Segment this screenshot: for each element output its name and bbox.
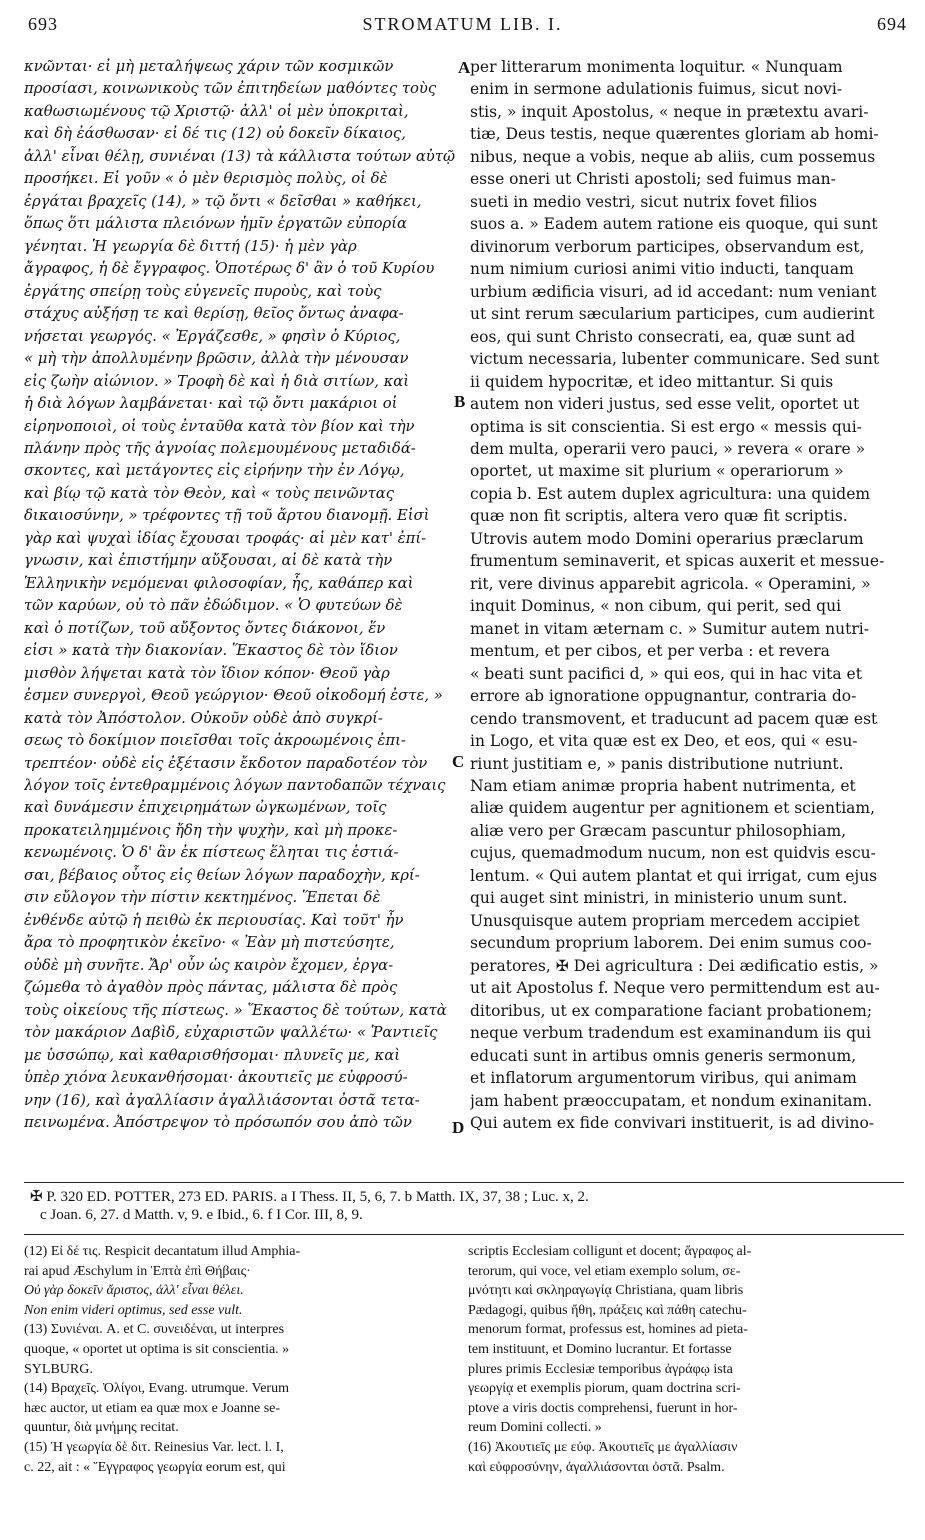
note-line: tem instituunt, et Domino lucrantur. Et fortasse xyxy=(468,1341,732,1357)
latin-text-line: sueti in medio vestri, sicut nutrix fovet filios xyxy=(470,192,818,211)
note-line: rai apud Æschylum in Ἑπτὰ ἐπὶ Θήβαις· xyxy=(24,1263,251,1279)
latin-text-line: in Logo, et vita quæ est ex Deo, et eos, qui « esu- xyxy=(470,732,858,751)
latin-text-line: ut ait Apostolus f. Neque vero permittendum est au- xyxy=(470,979,880,998)
greek-text-line: οὐδὲ μὴ συνῆτε. Ἄρ' οὖν ὡς καιρὸν ἔχομεν, ἐργα- xyxy=(24,956,394,974)
latin-text-line: peratores, ✠ Dei agricultura : Dei ædificatio estis, » xyxy=(470,956,879,975)
note-line: (14) Βραχεῖς. Ὀλίγοι, Evang. utrumque. Verum xyxy=(24,1381,289,1397)
greek-text-line: γνωσιν, καὶ ἐπιστήμην αὔξουσαι, αἱ δὲ κατὰ τὴν xyxy=(24,552,393,570)
latin-text-line: cendo transmovent, et traducunt ad pacem quæ est xyxy=(470,709,878,728)
greek-text-line: σεως τὸ δοκίμιον ποιεῖσθαι τοῖς ἀκροωμένοις ἐπι- xyxy=(24,732,406,750)
latin-text-line: quæ non fit scriptis, altera vero quæ fit scriptis. xyxy=(470,507,848,526)
note-line: καὶ εὐφροσύνην, ἀγαλλιάσονται ὀστᾶ. Psalm. xyxy=(468,1459,725,1475)
greek-text-column xyxy=(24,56,459,1135)
latin-text-line: victum necessaria, lubenter communicare. Sed sunt xyxy=(470,350,880,369)
latin-text-line: eos, qui sunt Christo consecrati, ea, quæ sunt ad xyxy=(470,327,856,346)
right-page-number: 694 xyxy=(877,14,907,34)
note-line: Non enim videri optimus, sed esse vult. xyxy=(24,1302,243,1318)
greek-text-line: προκατειλημμένοις ἤδη τὴν ψυχὴν, καὶ μὴ προκε- xyxy=(24,821,398,839)
greek-text-line: κνῶνται· εἰ μὴ μεταλήψεως χάριν τῶν κοσμικῶν xyxy=(24,58,394,75)
latin-text-line: ii quidem hypocritæ, et ideo mittantur. Si quis xyxy=(470,372,834,391)
latin-text-line: educati sunt in artibus omnis generis sermonum, xyxy=(470,1046,857,1065)
footnote-references-line-1: ✠ P. 320 ED. POTTER, 273 ED. PARIS. a I Thess. II, 5, 6, 7. b Matth. IX, 37, 38 ; Luc. x, 2. xyxy=(30,1189,589,1205)
latin-text-line: inquit Dominus, « non cibum, qui perit, sed qui xyxy=(470,597,842,616)
latin-text-line: et inflatorum argumentorum viribus, qui animam xyxy=(470,1069,857,1088)
latin-text-line: manet in vitam æternam c. » Sumitur autem nutri- xyxy=(470,619,869,638)
latin-text-line: dem multa, operarii vero pauci, » revera « orare » xyxy=(470,439,866,458)
greek-text-line: πεινωμένα. Ἀπόστρεψον τὸ πρόσωπόν σου ἀπὸ τῶν xyxy=(24,1114,412,1132)
latin-text-line: divinorum verborum participes, observandum est, xyxy=(470,237,865,256)
note-line: Pædagogi, quibus ἤθη, πράξεις καὶ πάθη catechu- xyxy=(468,1302,747,1318)
note-line: Οὐ γὰρ δοκεῖν ἄριστος, ἀλλ' εἶναι θέλει. xyxy=(24,1283,244,1299)
greek-text-line: καὶ ὁ ποτίζων, τοῦ αὔξοντος ὄντες διάκονοι, ἕν xyxy=(24,619,386,637)
latin-text-line: enim in sermone adulationis fuimus, sicut novi- xyxy=(470,80,843,99)
note-line: quoque, « oportet ut optima is sit conscientia. » xyxy=(24,1341,290,1357)
latin-text-line: frumentum seminaverit, et spicas auxerit et messue- xyxy=(470,552,885,571)
greek-text-line: σιν εὔλογον τὴν πίστιν κεκτημένος. Ἕπεται δὲ xyxy=(24,889,381,907)
greek-text-line: καὶ βίῳ τῷ κατὰ τὸν Θεὸν, καὶ « τοὺς πεινῶντας xyxy=(24,484,395,502)
greek-text-line: ὅπως ὅτι μάλιστα πλειόνων ἡμῖν ἐργατῶν εὐπορία xyxy=(24,215,408,233)
latin-text-line: tiæ, Deus testis, neque quærentes gloriam ab homi- xyxy=(470,125,879,144)
note-line: (12) Εἰ δέ τις. Respicit decantatum illud Amphia- xyxy=(24,1244,301,1259)
latin-text-line: qui auget sint ministri, in ministerio unum sunt. xyxy=(470,889,848,908)
latin-text-line: Unusquisque autem propriam mercedem accipiet xyxy=(470,911,860,930)
footnote-rule xyxy=(24,1182,904,1183)
greek-text-line: καθωσιωμένους τῷ Χριστῷ· ἀλλ' οἱ μὲν ὑποκριταὶ, xyxy=(24,102,409,120)
greek-text-line: προσήκει. Εἰ γοῦν « ὁ μὲν θερισμὸς πολὺς, οἱ δὲ xyxy=(24,170,388,188)
greek-text-line: μισθὸν λήψεται κατὰ τὸν ἴδιον κόπον· Θεοῦ γὰρ xyxy=(24,664,390,682)
note-line: SYLBURG. xyxy=(24,1361,93,1377)
latin-text-line: riunt justitiam e, » panis distributione nutriunt. xyxy=(470,754,844,773)
greek-text-line: καὶ δὴ ἐάσθωσαν· εἰ δέ τις (12) οὐ δοκεῖν δίκαιος, xyxy=(24,125,406,143)
note-line: (15) Ἡ γεωργία δὲ διτ. Reinesius Var. lect. l. I, xyxy=(24,1439,284,1455)
greek-text-line: Ἑλληνικὴν νεμόμεναι φιλοσοφίαν, ἧς, καθάπερ καὶ xyxy=(24,574,414,592)
greek-text-line: γὰρ καὶ ψυχαὶ ἰδίας ἔχουσαι τροφάς· αἱ μὲν κατ' ἐπί- xyxy=(24,529,427,547)
greek-text-line: κατὰ τὸν Ἀπόστολον. Οὐκοῦν οὐδὲ ἀπὸ συγκρί- xyxy=(24,709,383,727)
note-line: hæc auctor, ut etiam ea quæ mox e Joanne se- xyxy=(24,1400,281,1416)
latin-text-line: cujus, quemadmodum nucum, non est quidvis escu- xyxy=(470,844,876,863)
latin-text-line: suos a. » Eadem autem ratione eis quoque, qui sunt xyxy=(470,215,878,234)
greek-text-line: εἰς ζωὴν αἰώνιον. » Τροφὴ δὲ καὶ ἡ διὰ σιτίων, καὶ xyxy=(24,372,410,390)
latin-text-line: Nam etiam animæ propria habent nutrimenta, et xyxy=(470,777,856,795)
latin-text-line: « beati sunt pacifici d, » qui eos, qui in hac vita et xyxy=(470,664,862,683)
footnote-references-line-2: c Joan. 6, 27. d Matth. v, 9. e Ibid., 6. f I Cor. III, 8, 9. xyxy=(40,1207,363,1223)
greek-text-line: ἐνθένδε αὐτῷ ἡ πειθὼ ἐκ περιουσίας. Καὶ τοῦτ' ἦν xyxy=(24,911,404,929)
latin-text-line: mentum, et per cibos, et per verba : et revera xyxy=(470,642,830,661)
note-line: c. 22, ait : « Ἔγγραφος γεωργία eorum est, qui xyxy=(24,1459,286,1475)
margin-marker-a: A xyxy=(458,58,471,77)
greek-text-line: ὑπὲρ χιόνα λευκανθήσομαι· ἀκουτιεῖς με εὐφροσύ- xyxy=(24,1069,408,1087)
notes-rule xyxy=(24,1234,904,1235)
latin-text-line: neque verbum tradendum est examinandum iis qui xyxy=(470,1024,872,1043)
note-line: scriptis Ecclesiam colligunt et docent; ἄγραφος al- xyxy=(468,1244,752,1259)
margin-marker-c: C xyxy=(452,752,465,771)
greek-text-line: τοὺς οἰκείους τῆς πίστεως. » Ἕκαστος δὲ τούτων, κατὰ xyxy=(24,1001,447,1019)
margin-marker-b: B xyxy=(454,392,466,411)
note-line: (16) Ἀκουτιεῖς με εὐφ. Ἀκουτιεῖς με ἀγαλλίασιν xyxy=(468,1439,738,1455)
note-line: plures primis Ecclesiæ temporibus ἀγράφῳ ista xyxy=(468,1361,733,1377)
latin-text-line: aliæ quidem augentur per agnitionem et scientiam, xyxy=(470,799,876,818)
note-line: reum Domini collecti. » xyxy=(468,1420,602,1436)
greek-text-line: ἐσμεν συνεργοὶ, Θεοῦ γεώργιον· Θεοῦ οἰκοδομή ἐστε, » xyxy=(24,687,443,705)
greek-text-line: τὸν μακάριον Δαβὶδ, εὐχαριστῶν ψαλλέτω· « Ῥαντιεῖς xyxy=(24,1024,438,1042)
notes-right-column xyxy=(468,1242,904,1477)
latin-text-line: esse oneri ut Christi apostoli; sed fuimus man- xyxy=(470,170,836,189)
greek-text-line: ἡ διὰ λόγων λαμβάνεται· καὶ τῷ ὄντι μακάριοι οἱ xyxy=(24,395,398,413)
running-title: STROMATUM LIB. I. xyxy=(362,14,563,34)
latin-text-line: optima is sit conscientia. Si est ergo « messis qui- xyxy=(470,417,862,436)
greek-text-line: νήσεται γεωργός. « Ἐργάζεσθε, » φησὶν ὁ Κύριος, xyxy=(24,327,401,345)
latin-text-line: stis, » inquit Apostolus, « neque in prætextu avari- xyxy=(470,102,869,121)
latin-text-line: urbium ædificia visuri, ad id accedant: num veniant xyxy=(470,282,877,301)
latin-text-line: ut sint rerum sæcularium participes, cum audierint xyxy=(470,305,875,324)
greek-text-line: πλάνην πρὸς τῆς ἀγνοίας πολεμουμένους μεταδιδά- xyxy=(24,439,416,457)
notes-left-column xyxy=(24,1242,456,1477)
latin-text-line: num nimium curiosi animi vitio inducti, tanquam xyxy=(470,260,854,279)
greek-text-line: εἰρηνοποιοὶ, οἱ τοὺς ἐνταῦθα κατὰ τὸν βίον καὶ τὴν xyxy=(24,417,415,435)
greek-text-line: ζώμεθα τὸ ἀγαθὸν πρὸς πάντας, μάλιστα δὲ πρὸς xyxy=(24,979,398,997)
note-line: ptove a viris doctis comprehensi, fuerunt in hor- xyxy=(468,1400,738,1416)
latin-text-line: ditoribus, ut ex comparatione faciant probationem; xyxy=(470,1001,873,1020)
greek-text-line: « μὴ τὴν ἀπολλυμένην βρῶσιν, ἀλλὰ τὴν μένουσαν xyxy=(24,350,409,368)
latin-text-line: jam habent præoccupatam, et nondum exinanitam. xyxy=(470,1091,873,1110)
greek-text-line: τρεπτέον· οὐδὲ εἰς ἐξέτασιν ἔκδοτον παραδοτέον τὸν xyxy=(24,754,428,772)
greek-text-line: κενωμένοις. Ὁ δ' ἂν ἐκ πίστεως ἕληται τις ἑστιά- xyxy=(24,844,399,862)
greek-text-line: ἄγραφος, ἡ δὲ ἔγγραφος. Ὁποτέρως δ' ἂν ὁ τοῦ Κυρίου xyxy=(24,260,435,278)
greek-text-line: εἰσι » κατὰ τὴν διακονίαν. Ἕκαστος δὲ τὸν ἴδιον xyxy=(24,642,398,660)
latin-text-line: errore ab ignoratione oppugnantur, contraria do- xyxy=(470,687,857,706)
latin-text-line: per litterarum monimenta loquitur. « Nunquam xyxy=(470,58,843,76)
note-line: terorum, qui voce, vel etiam exemplo solum, σε- xyxy=(468,1263,741,1279)
greek-text-line: καὶ δυνάμεσιν ἐπιχειρημάτων ὠγκωμένων, τοῖς xyxy=(24,799,387,817)
greek-text-line: λόγον τοῖς ἐντεθραμμένοις λόγων παντοδαπῶν τέχναις xyxy=(24,777,446,794)
greek-text-line: σκοντες, καὶ μετάγοντες εἰς εἰρήνην τὴν ἐν Λόγῳ, xyxy=(24,462,405,480)
latin-text-line: rit, vere divinus apparebit agricola. « Operamini, » xyxy=(470,574,871,593)
greek-text-line: δικαιοσύνην, » τρέφοντες τῇ τοῦ ἄρτου διανομῇ. Εἰσὶ xyxy=(24,507,430,525)
latin-text-line: oportet, ut maxime sit plurium « operariorum » xyxy=(470,462,844,481)
latin-text-line: Utrovis autem modo Domini operarius præclarum xyxy=(470,529,864,548)
latin-text-line: copia b. Est autem duplex agricultura: una quidem xyxy=(470,484,871,503)
latin-text-line: aliæ vero per Græcam pascuntur philosophiam, xyxy=(470,821,847,840)
greek-text-line: ἐργάται βραχεῖς (14), » τῷ ὄντι « δεῖσθαι » καθήκει, xyxy=(24,192,422,210)
greek-text-line: ἐργάτης σπείρῃ τοὺς εὐγενεῖς πυροὺς, καὶ τοὺς xyxy=(24,282,382,300)
greek-text-line: προσίασι, κοινωνικοὺς τῶν ἐπιτηδείων μαθόντες τοὺς xyxy=(24,80,437,98)
latin-text-line: nibus, neque a vobis, neque ab aliis, cum possemus xyxy=(470,147,876,166)
latin-text-line: autem non videri justus, sed esse velit, oportet ut xyxy=(470,395,860,414)
note-line: γεωργίᾳ et exemplis piorum, quam doctrina scri- xyxy=(468,1381,741,1397)
greek-text-line: με ὑσσώπῳ, καὶ καθαρισθήσομαι· πλυνεῖς με, καὶ xyxy=(24,1046,401,1064)
latin-text-line: lentum. « Qui autem plantat et qui irrigat, cum ejus xyxy=(470,866,878,885)
greek-text-line: γένηται. Ἡ γεωργία δὲ διττή (15)· ἡ μὲν γὰρ xyxy=(24,237,357,255)
latin-text-line: secundum proprium laborem. Dei enim sumus coo- xyxy=(470,934,872,953)
greek-text-line: νην (16), καὶ ἀγαλλίασιν ἀγαλλιάσονται ὀστᾶ τετα- xyxy=(24,1091,420,1109)
margin-marker-d: D xyxy=(452,1118,465,1137)
note-line: (13) Συνιέναι. A. et C. συνειδέναι, ut interpres xyxy=(24,1322,285,1338)
note-line: quuntur, διὰ μνήμης recitat. xyxy=(24,1420,179,1436)
greek-text-line: ἄρα τὸ προφητικὸν ἐκεῖνο· « Ἐὰν μὴ πιστεύσητε, xyxy=(24,934,395,952)
latin-text-column xyxy=(470,56,902,1135)
greek-text-line: σαι, βέβαιος οὗτος εἰς θείων λόγων παραδοχὴν, κρί- xyxy=(24,866,420,884)
note-line: menorum format, professus est, homines ad pieta- xyxy=(468,1322,748,1338)
greek-text-line: ἀλλ' εἶναι θέλῃ, συνιέναι (13) τὰ κάλλιστα τούτων αὐτῷ xyxy=(24,147,456,165)
greek-text-line: στάχυς αὐξήσῃ τε καὶ θερίσῃ, θεῖος ὄντως ἀναφα- xyxy=(24,305,404,323)
latin-text-line: Qui autem ex fide convivari instituerit, is ad divino- xyxy=(470,1114,875,1133)
left-page-number: 693 xyxy=(28,14,58,34)
note-line: μνότητι καὶ σκληραγωγίᾳ Christiana, quam libris xyxy=(468,1283,744,1299)
greek-text-line: τῶν καρύων, οὐ τὸ πᾶν ἐδώδιμον. « Ὁ φυτεύων δὲ xyxy=(24,597,403,615)
